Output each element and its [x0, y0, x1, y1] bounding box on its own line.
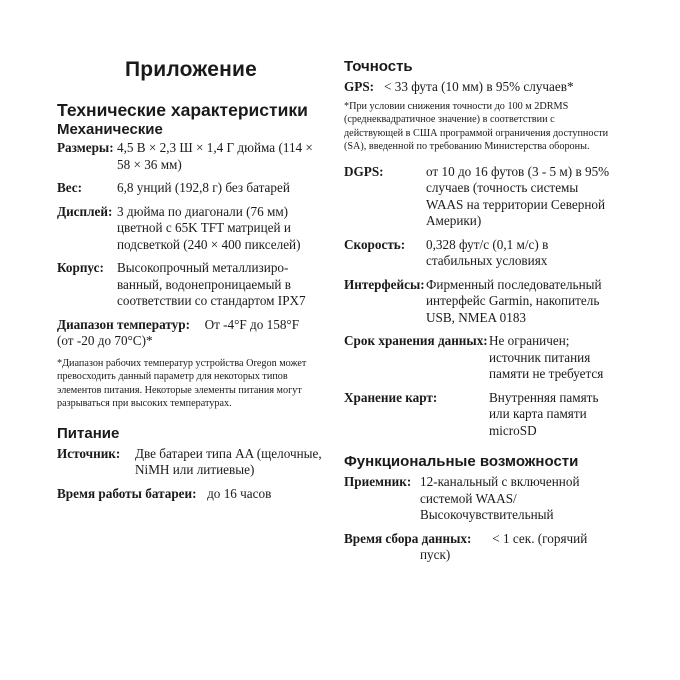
receiver-value: 12-канальный с включенной системой WAAS/ Высокочувствительный [420, 474, 580, 523]
temperature-label: Диапазон температур: [57, 316, 190, 332]
weight-value: 6,8 унций (192,8 г) без батарей [117, 180, 290, 195]
display-value: 3 дюйма по диагонали (76 мм) цветной с 65K TFT матрицей и подсветкой (240 × 400 пикселей) [117, 203, 301, 252]
data-storage-value: Не ограничен; источник питания памяти не требуется [489, 333, 604, 382]
map-storage-value: Внутренняя память или карта памяти microSD [489, 389, 599, 438]
gps-footnote: *При условии снижения точности до 100 м 2DRMS (среднеквадратичное значение) в соответствии с действующей в США программой ограничения доступности (SA), введенной по требованию Министерства обороны. [344, 100, 609, 153]
gps-label: GPS: [344, 79, 375, 94]
map-storage-row [344, 390, 614, 440]
interfaces-label: Интерфейсы: [344, 276, 425, 292]
battery-life-value: до 16 часов [207, 485, 272, 501]
acquisition-value-line1: < 1 сек. (горячий [492, 530, 588, 546]
receiver-row [344, 474, 614, 524]
case-label: Корпус: [57, 260, 104, 275]
acquisition-label: Время сбора данных: [344, 530, 472, 546]
accuracy-heading: Точность [344, 58, 413, 75]
specs-heading: Технические характеристики [57, 100, 308, 120]
mechanical-heading: Механические [57, 121, 163, 138]
power-source-label: Источник: [57, 445, 121, 461]
data-storage-row [344, 333, 614, 383]
interfaces-value: Фирменный последовательный интерфейс Garmin, накопитель USB, NMEA 0183 [426, 276, 602, 325]
receiver-label: Приемник: [344, 474, 412, 490]
dgps-value: от 10 до 16 футов (3 - 5 м) в 95% случаев (точность системы WAAS на территории Северной Америки) [426, 163, 610, 229]
dgps-label: DGPS: [344, 163, 384, 179]
case-value: Высокопрочный металлизиро-ванный, водонепроницаемый в соответствии со стандартом IPX7 [117, 260, 306, 308]
dimensions-value: 4,5 В × 2,3 Ш × 1,4 Г дюйма (114 × 58 × 36 мм) [117, 140, 313, 172]
temperature-value-line2: (от -20 до 70°C)* [57, 333, 153, 348]
gps-value: < 33 фута (10 мм) в 95% случаев* [384, 79, 574, 94]
acquisition-value-line2: пуск) [420, 547, 451, 563]
dimensions-row [57, 140, 325, 173]
speed-value: 0,328 фут/с (0,1 м/с) в стабильных условиях [426, 236, 549, 269]
display-row [57, 204, 325, 254]
temperature-row [57, 317, 325, 350]
right-column [344, 58, 614, 571]
power-source-value: Две батареи типа AA (щелочные, NiMH или литиевые) [135, 445, 322, 478]
map-storage-label: Хранение карт: [344, 389, 438, 405]
dgps-row [344, 164, 614, 230]
speed-label: Скорость: [344, 236, 406, 252]
interfaces-row [344, 277, 614, 327]
weight-row [57, 180, 325, 197]
dimensions-label: Размеры: [57, 140, 114, 155]
gps-row [344, 79, 614, 96]
temperature-value-line1: От -4°F до 158°F [204, 316, 300, 332]
temperature-footnote: *Диапазон рабочих температур устройства Oregon может превосходить данный параметр для некоторых типов элементов питания. Некоторые элементы питания могут разрываться при высоких температурах. [57, 357, 307, 410]
weight-label: Вес: [57, 180, 83, 195]
features-heading: Функциональные возможности [344, 453, 579, 471]
power-source-row [57, 446, 325, 479]
battery-life-row [57, 486, 325, 503]
case-row [57, 260, 325, 310]
power-heading: Питание [57, 424, 120, 442]
page-title: Приложение [124, 58, 257, 81]
battery-life-label: Время работы батареи: [57, 485, 197, 501]
acquisition-row [344, 531, 614, 564]
data-storage-label: Срок хранения данных: [344, 333, 488, 349]
left-column [57, 58, 325, 509]
display-label: Дисплей: [57, 203, 113, 219]
speed-row [344, 237, 614, 270]
